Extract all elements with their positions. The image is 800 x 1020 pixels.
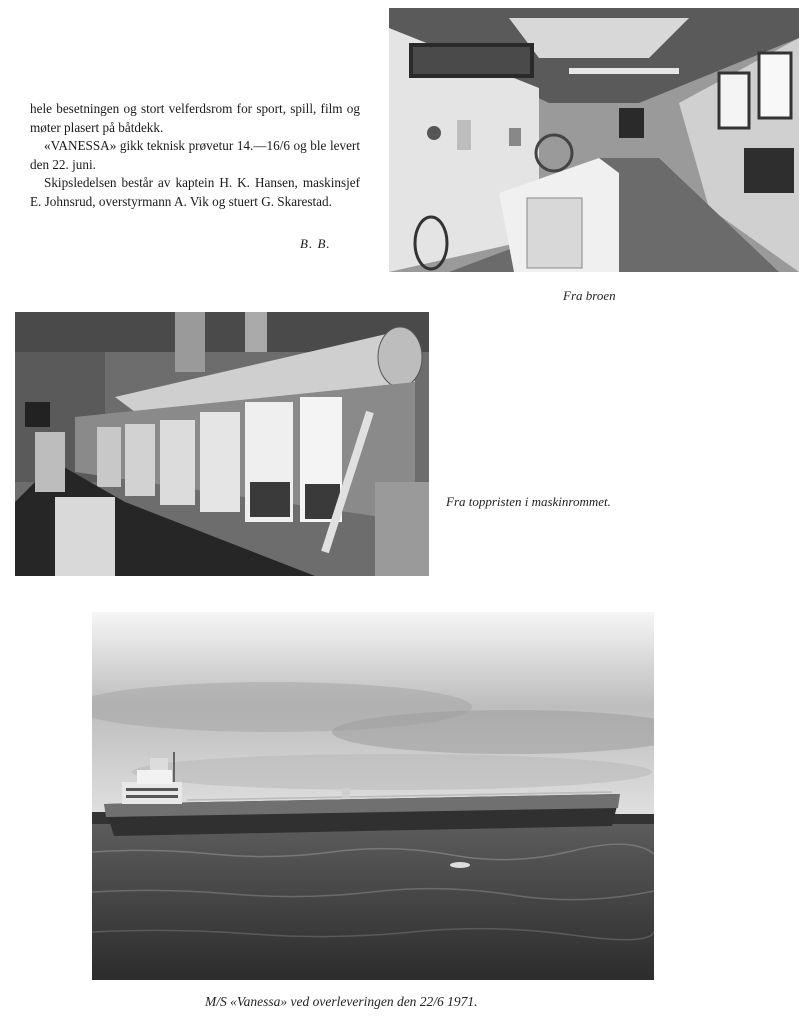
bridge-photo (389, 8, 799, 272)
author-signature: B. B. (300, 236, 331, 251)
paragraph-3: Skipsledelsen består av kaptein H. K. Hansen, maskinsjef E. Johnsrud, overstyrmann A. Vik og stuert G. Skarestad. (30, 175, 360, 209)
bridge-caption: Fra broen (563, 288, 616, 303)
paragraph-1: hele besetningen og stort velferdsrom for sport, spill, film og møter plasert på båtdekk. (30, 101, 360, 135)
article-text (30, 100, 360, 211)
engine-room-caption: Fra toppristen i maskinrommet. (446, 494, 611, 509)
paragraph-2: «VANESSA» gikk teknisk prøvetur 14.—16/6 og ble levert den 22. juni. (30, 138, 360, 172)
ship-caption: M/S «Vanessa» ved overleveringen den 22/6 1971. (205, 994, 478, 1009)
ship-photo (92, 612, 654, 980)
engine-room-photo (15, 312, 429, 576)
